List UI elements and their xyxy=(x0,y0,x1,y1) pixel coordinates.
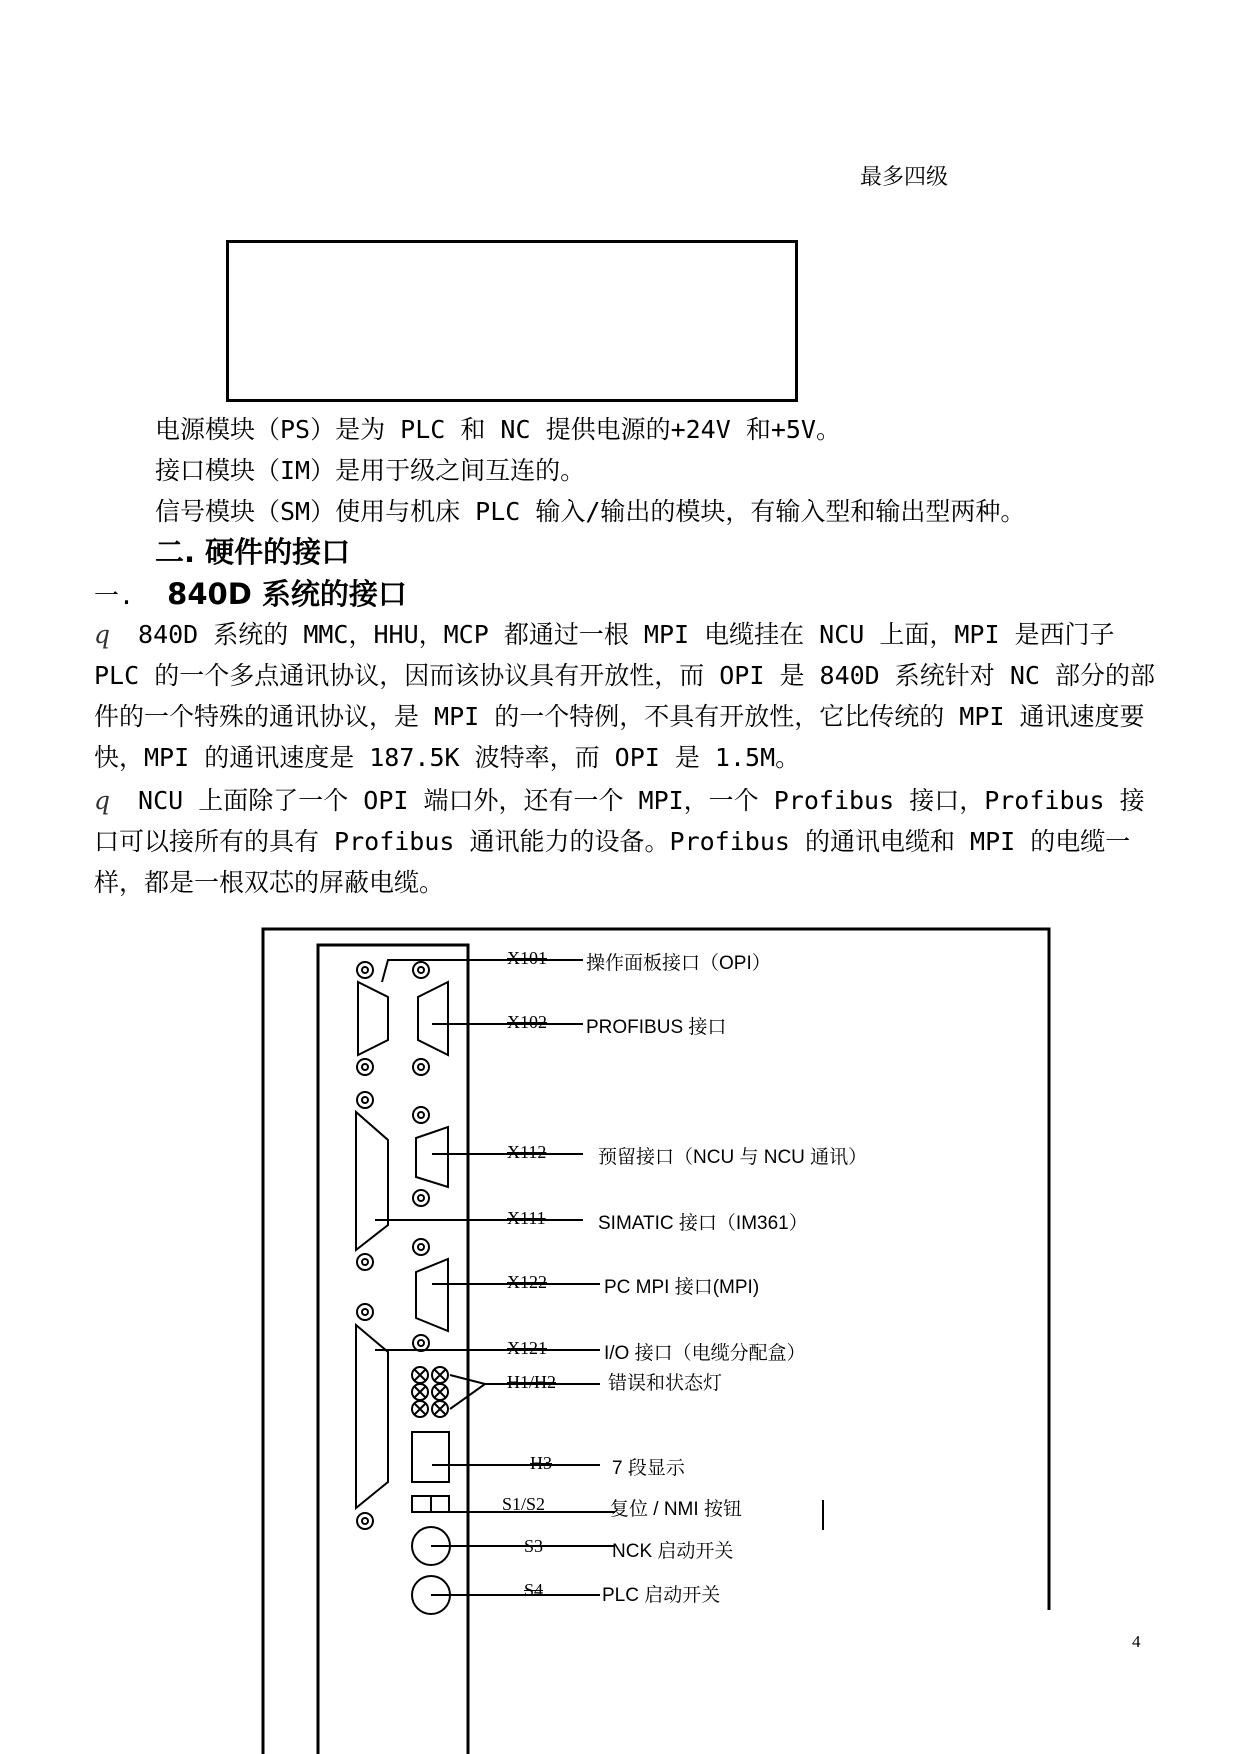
large-connector-icon xyxy=(356,1112,388,1250)
port-desc-s1s2: 复位 / NMI 按钮 xyxy=(610,1499,742,1520)
sub-d-connector-icon xyxy=(358,982,388,1055)
port-code-s3: S3 xyxy=(524,1536,544,1556)
status-leds-icon xyxy=(412,1367,448,1417)
port-desc-s3: NCK 启动开关 xyxy=(612,1541,734,1562)
port-desc-x101: 操作面板接口（OPI） xyxy=(586,953,771,974)
top-note: 最多四级 xyxy=(860,165,949,190)
long-connector-icon xyxy=(356,1325,388,1508)
port-desc-x102: PROFIBUS 接口 xyxy=(586,1017,727,1038)
port-code-h3: H3 xyxy=(530,1453,552,1473)
port-desc-x122: PC MPI 接口(MPI) xyxy=(604,1277,760,1298)
port-code-x112: X112 xyxy=(507,1142,547,1162)
port-code-x121: X121 xyxy=(507,1338,547,1358)
paragraph-mpi-text: 840D 系统的 MMC，HHU，MCP 都通过一根 MPI 电缆挂在 NCU 上面，MPI 是西门子 PLC 的一个多点通讯协议，因而该协议具有开放性，而 OPI 是 840D 系统针对 NC 部分的部件的一个特殊的通讯协议，是 MPI 的一个特例，不具有开放性，它比传统的 MPI 通讯速度要快，MPI 的通讯速度是 187.5K 波特率，而 OPI 是 1.5M。 xyxy=(94,620,1155,772)
port-desc-x111: SIMATIC 接口（IM361） xyxy=(598,1213,808,1234)
port-code-x101: X101 xyxy=(507,948,547,968)
seven-segment-display-icon xyxy=(412,1432,449,1482)
paragraph-profibus-text: NCU 上面除了一个 OPI 端口外，还有一个 MPI，一个 Profibus 接口，Profibus 接口可以接所有的具有 Profibus 通讯能力的设备。Profibus 的通讯电缆和 MPI 的电缆一样，都是一根双芯的屏蔽电缆。 xyxy=(94,786,1145,897)
screw-icon xyxy=(357,962,373,978)
port-code-x102: X102 xyxy=(507,1012,547,1032)
bullet-icon: q xyxy=(94,620,111,649)
heading-number: 一. xyxy=(94,581,135,610)
port-code-s4: S4 xyxy=(524,1580,544,1600)
sub-d-connector-icon xyxy=(418,982,448,1055)
port-desc-x121: I/O 接口（电缆分配盒） xyxy=(604,1343,806,1364)
port-code-x111: X111 xyxy=(507,1208,546,1228)
port-desc-h3: 7 段显示 xyxy=(612,1458,685,1479)
line-im: 接口模块（IM）是用于级之间互连的。 xyxy=(155,456,586,485)
port-code-s1s2: S1/S2 xyxy=(502,1494,546,1514)
heading-hardware-interfaces: 二. 硬件的接口 xyxy=(155,535,351,569)
port-code-h1h2: H1/H2 xyxy=(507,1372,556,1392)
line-ps: 电源模块（PS）是为 PLC 和 NC 提供电源的+24V 和+5V。 xyxy=(155,415,841,444)
port-desc-s4: PLC 启动开关 xyxy=(602,1585,721,1606)
port-desc-h1h2: 错误和状态灯 xyxy=(608,1373,723,1394)
sub-d-connector-icon xyxy=(416,1259,448,1331)
port-code-x122: X122 xyxy=(507,1272,547,1292)
heading-text: 840D 系统的接口 xyxy=(167,577,407,611)
port-desc-x112: 预留接口（NCU 与 NCU 通讯） xyxy=(598,1147,868,1168)
page-number: 4 xyxy=(1132,1632,1141,1651)
sub-d-connector-icon xyxy=(416,1127,448,1187)
line-sm: 信号模块（SM）使用与机床 PLC 输入/输出的模块，有输入型和输出型两种。 xyxy=(155,497,1026,526)
bullet-icon: q xyxy=(94,786,111,815)
